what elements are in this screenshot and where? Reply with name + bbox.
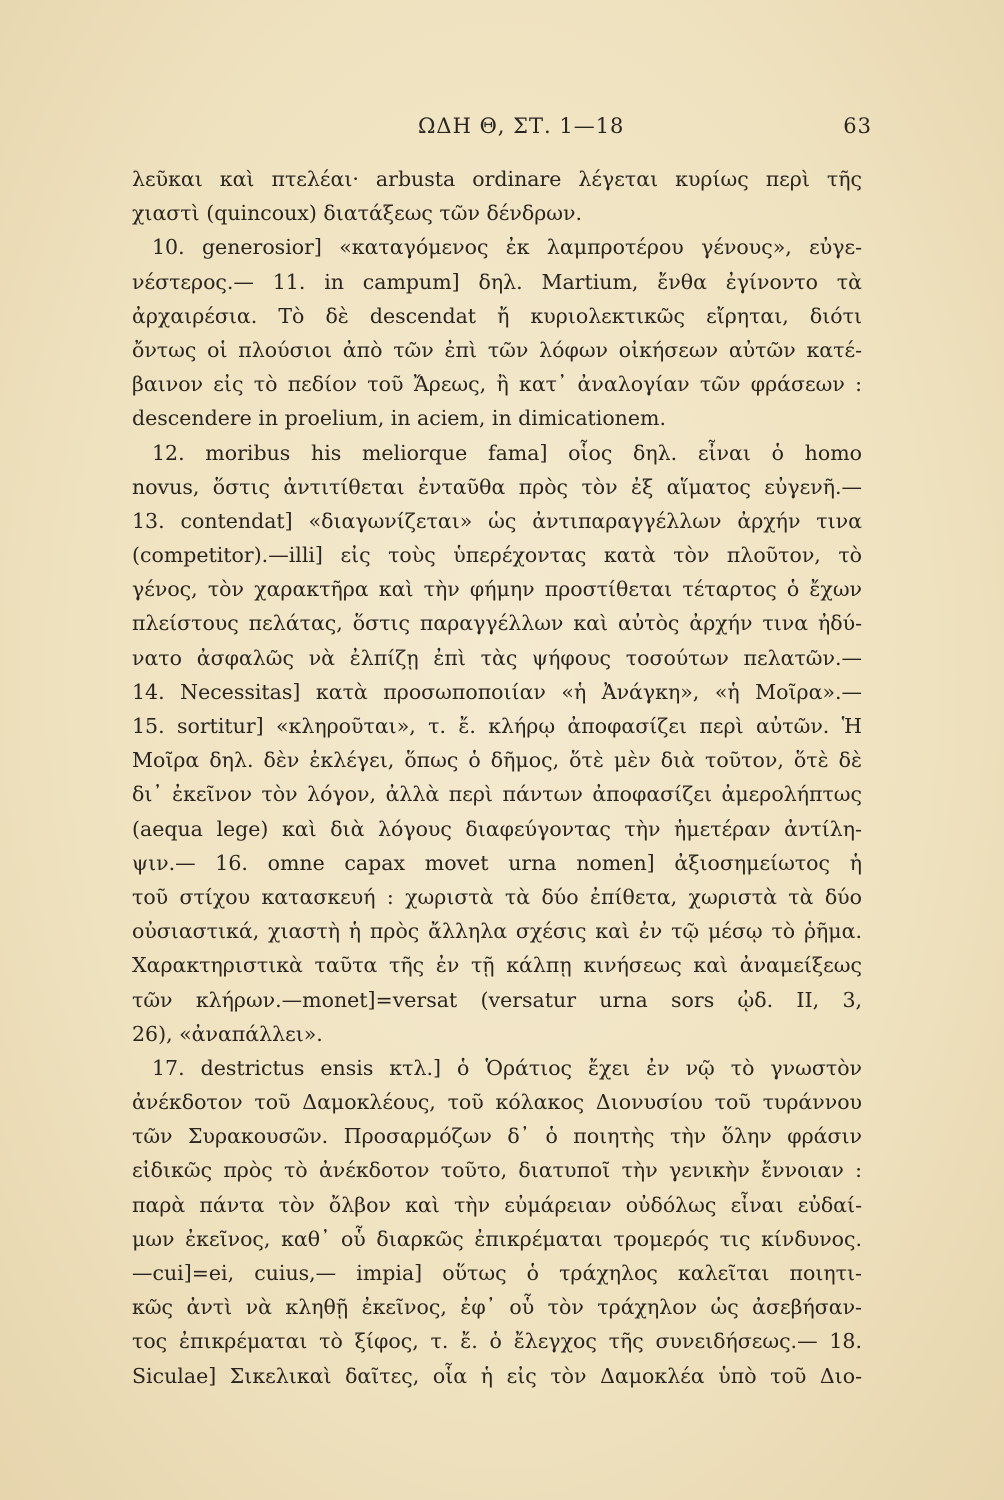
text-line: δι᾿ ἐκεῖνον τὸν λόγον, ἀλλὰ περὶ πάντων ἀποφασίζει ἀμερολήπτως	[132, 782, 862, 807]
text-line: ψιν.— 16. omne capax movet urna nomen] ἀξιοσημείωτος ἡ	[132, 850, 862, 875]
text-line: μων ἐκεῖνος, καθ᾿ οὗ διαρκῶς ἐπικρέμαται τρομερός τις κίνδυνος.	[132, 1226, 862, 1251]
text-line: χιαστὶ (quincoux) διατάξεως τῶν δένδρων.	[132, 201, 582, 226]
text-line: τοῦ στίχου κατασκευή : χωριστὰ τὰ δύο ἐπίθετα, χωριστὰ τὰ δύο	[132, 884, 862, 909]
text-line: παρὰ πάντα τὸν ὄλβον καὶ τὴν εὐμάρειαν οὐδόλως εἶναι εὐδαί-	[132, 1192, 862, 1217]
commentary-text	[132, 162, 862, 1393]
text-line: λεῦκαι καὶ πτελέαι· arbusta ordinare λέγεται κυρίως περὶ τῆς	[132, 167, 862, 191]
text-line: νατο ἀσφαλῶς νὰ ἐλπίζῃ ἐπὶ τὰς ψήφους τοσούτων πελατῶν.—	[132, 645, 862, 670]
text-line: 15. sortitur] «κληροῦται», τ. ἔ. κλήρῳ ἀποφασίζει περὶ αὐτῶν. Ἡ	[132, 714, 862, 738]
text-line: Siculae] Σικελικαὶ δαῖτες, οἷα ἡ εἰς τὸν Δαμοκλέα ὑπὸ τοῦ Διο-	[132, 1363, 862, 1388]
text-line: 12. moribus his meliorque fama] οἷος δηλ. εἶναι ὁ homo	[152, 440, 862, 465]
text-line: 17. destrictus ensis κτλ.] ὁ Ὁράτιος ἔχει ἐν νῷ τὸ γνωστὸν	[152, 1055, 862, 1080]
text-line: 10. generosior] «καταγόμενος ἐκ λαμπροτέρου γένους», εὐγε-	[152, 235, 862, 260]
text-line: τος ἐπικρέμαται τὸ ξίφος, τ. ἔ. ὁ ἔλεγχος τῆς συνειδήσεως.— 18.	[132, 1329, 862, 1354]
text-line: —cui]=ei, cuius,— impia] οὕτως ὁ τράχηλος καλεῖται ποιητι-	[132, 1261, 862, 1285]
text-line: τῶν κλήρων.—monet]=versat (versatur urna sors ᾠδ. II, 3,	[132, 987, 862, 1012]
page-number: 63	[843, 114, 872, 138]
text-line: (competitor).—illi] εἰς τοὺς ὑπερέχοντας κατὰ τὸν πλοῦτον, τὸ	[132, 543, 862, 568]
text-line: descendere in proelium, in aciem, in dimicationem.	[132, 406, 666, 431]
running-title: ΩΔΗ Θ, ΣΤ. 1—18	[418, 114, 625, 138]
text-line: οὐσιαστικά, χιαστὴ ἡ πρὸς ἄλληλα σχέσις καὶ ἐν τῷ μέσῳ τὸ ῥῆμα.	[132, 919, 862, 944]
text-line: Μοῖρα δηλ. δὲν ἐκλέγει, ὅπως ὁ δῆμος, ὅτὲ μὲν διὰ τοῦτον, ὅτὲ δὲ	[132, 748, 862, 773]
text-line: νέστερος.— 11. in campum] δηλ. Martium, ἔνθα ἐγίνοντο τὰ	[132, 269, 862, 294]
text-line: 14. Necessitas] κατὰ προσωποποιίαν «ἡ Ἀνάγκη», «ἡ Μοῖρα».—	[132, 679, 862, 704]
text-line: κῶς ἀντὶ νὰ κληθῇ ἐκεῖνος, ἐφ᾿ οὗ τὸν τράχηλον ὡς ἀσεβήσαν-	[132, 1295, 862, 1320]
text-line: εἰδικῶς πρὸς τὸ ἀνέκδοτον τοῦτο, διατυποῖ τὴν γενικὴν ἔννοιαν :	[132, 1158, 862, 1183]
text-line: βαινον εἰς τὸ πεδίον τοῦ Ἄρεως, ἢ κατ᾿ ἀναλογίαν τῶν φράσεων :	[132, 372, 862, 397]
text-line: ἀρχαιρέσια. Τὸ δὲ descendat ἤ κυριολεκτικῶς εἴρηται, διότι	[132, 303, 862, 328]
running-head	[0, 114, 1004, 140]
text-line: (aequa lege) καὶ διὰ λόγους διαφεύγοντας τὴν ἡμετέραν ἀντίλη-	[132, 816, 862, 841]
text-line: ὄντως οἱ πλούσιοι ἀπὸ τῶν ἐπὶ τῶν λόφων οἰκήσεων αὐτῶν κατέ-	[132, 337, 862, 362]
text-line: 13. contendat] «διαγωνίζεται» ὡς ἀντιπαραγγέλλων ἀρχήν τινα	[132, 508, 862, 533]
text-line: γένος, τὸν χαρακτῆρα καὶ τὴν φήμην προστίθεται τέταρτος ὁ ἔχων	[132, 577, 862, 602]
text-line: novus, ὅστις ἀντιτίθεται ἐνταῦθα πρὸς τὸν ἐξ αἵματος εὐγενῆ.—	[132, 474, 862, 499]
text-line: ἀνέκδοτον τοῦ Δαμοκλέους, τοῦ κόλακος Διονυσίου τοῦ τυράννου	[132, 1090, 862, 1115]
text-line: 26), «ἀναπάλλει».	[132, 1021, 323, 1046]
text-line: Χαρακτηριστικὰ ταῦτα τῆς ἐν τῇ κάλπῃ κινήσεως καὶ ἀναμείξεως	[132, 953, 862, 978]
text-line: τῶν Συρακουσῶν. Προσαρμόζων δ᾿ ὁ ποιητὴς τὴν ὅλην φράσιν	[132, 1124, 862, 1149]
text-line: πλείστους πελάτας, ὅστις παραγγέλλων καὶ αὐτὸς ἀρχήν τινα ἠδύ-	[132, 611, 862, 636]
